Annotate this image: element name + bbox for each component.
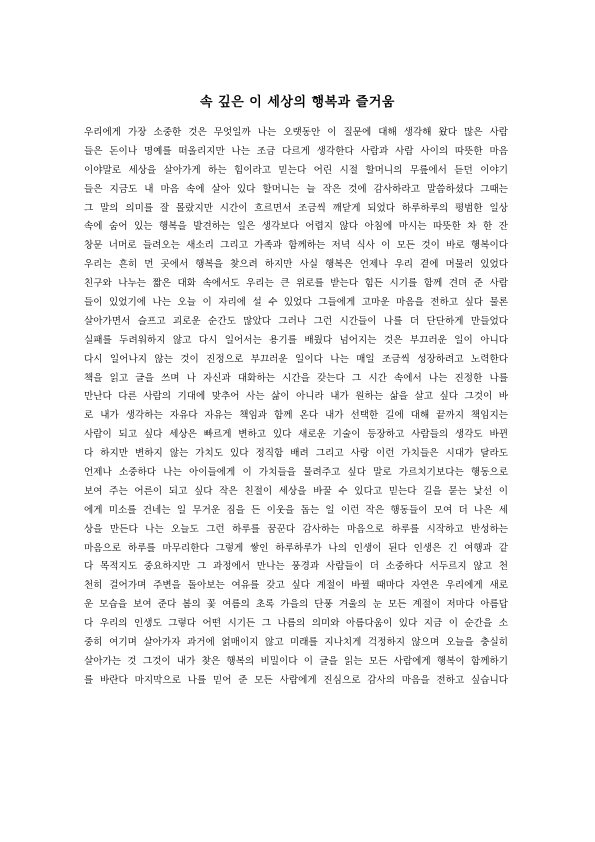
text-line: 친구와 나누는 짧은 대화 속에서도 우리는 큰 위로를 받는다 힘든 시기를 함께 견뎌 준 사람 (84, 278, 508, 290)
text-line: 만난다 다른 사람의 기대에 맞추어 사는 삶이 아니라 내가 원하는 삶을 살고 싶다 그것이 바 (84, 391, 508, 403)
text-line: 살아가면서 슬프고 괴로운 순간도 많았다 그러나 그런 시간들이 나를 더 단단하게 만들었다 (84, 315, 508, 327)
text-line: 운 모습을 보여 준다 봄의 꽃 여름의 초록 가을의 단풍 겨울의 눈 모든 계절이 저마다 아름답 (84, 599, 508, 611)
text-line: 들은 돈이나 명예를 떠올리지만 나는 조금 다르게 생각한다 사람과 사람 사이의 따뜻한 마음 (84, 145, 508, 157)
text-line: 사람이 되고 싶다 세상은 빠르게 변하고 있다 새로운 기술이 등장하고 사람들의 생각도 바뀐 (84, 429, 508, 441)
text-line: 다 우리의 인생도 그렇다 어떤 시기든 그 나름의 의미와 아름다움이 있다 지금 이 순간을 소 (84, 618, 508, 630)
text-line: 를 바란다 마지막으로 나를 믿어 준 모든 사람에게 진심으로 감사의 마음을 전하고 싶습니다 (84, 674, 508, 686)
text-line: 실패를 두려워하지 않고 다시 일어서는 용기를 배웠다 넘어지는 것은 부끄러운 일이 아니다 (84, 334, 508, 346)
text-line: 언제나 소중하다 나는 아이들에게 이 가치들을 물려주고 싶다 말로 가르치기보다는 행동으로 (84, 467, 508, 479)
text-line: 우리에게 가장 소중한 것은 무엇일까 나는 오랫동안 이 질문에 대해 생각해 왔다 많은 사람 (84, 127, 508, 138)
text-line: 속에 숨어 있는 행복을 발견하는 일은 생각보다 어렵지 않다 아침에 마시는 따뜻한 차 한 잔 (84, 221, 508, 233)
text-line: 책을 읽고 글을 쓰며 나 자신과 대화하는 시간을 갖는다 그 시간 속에서 나는 진정한 나를 (84, 372, 508, 384)
text-line: 창문 너머로 들려오는 새소리 그리고 가족과 함께하는 저녁 식사 이 모든 것이 바로 행복이다 (84, 240, 508, 252)
text-line: 중히 여기며 살아가자 과거에 얽매이지 않고 미래를 지나치게 걱정하지 않으며 오늘을 충실히 (84, 637, 508, 649)
text-line: 우리는 흔히 먼 곳에서 행복을 찾으려 하지만 사실 행복은 언제나 우리 곁에 머물러 있었다 (84, 259, 508, 271)
text-line: 들이 있었기에 나는 오늘 이 자리에 설 수 있었다 그들에게 고마운 마음을 전하고 싶다 물론 (84, 297, 508, 309)
text-line: 상을 만든다 나는 오늘도 그런 하루를 꿈꾼다 감사하는 마음으로 하루를 시작하고 반성하는 (84, 523, 508, 535)
document-title: 속 깊은 이 세상의 행복과 즐거움 (200, 95, 395, 110)
text-line: 살아가는 것 그것이 내가 찾은 행복의 비밀이다 이 글을 읽는 모든 사람에게 행복이 함께하기 (84, 655, 508, 667)
text-line: 보여 주는 어른이 되고 싶다 작은 친절이 세상을 바꿀 수 있다고 믿는다 길을 묻는 낯선 이 (84, 485, 508, 497)
text-line: 천히 걸어가며 주변을 돌아보는 여유를 갖고 싶다 계절이 바뀔 때마다 자연은 우리에게 새로 (84, 580, 508, 592)
body-paragraph (84, 124, 508, 691)
text-line: 로 내가 생각하는 자유다 자유는 책임과 함께 온다 내가 선택한 길에 대해 끝까지 책임지는 (84, 410, 508, 422)
text-line: 에게 미소를 건네는 일 무거운 짐을 든 이웃을 돕는 일 이런 작은 행동들이 모여 더 나은 세 (84, 504, 508, 516)
text-line: 이야말로 세상을 살아가게 하는 힘이라고 믿는다 어린 시절 할머니의 무릎에서 듣던 이야기 (84, 164, 508, 176)
text-line: 다 하지만 변하지 않는 가치도 있다 정직함 배려 그리고 사랑 이런 가치들은 시대가 달라도 (84, 448, 508, 460)
text-line: 그 말의 의미를 잘 몰랐지만 시간이 흐르면서 조금씩 깨닫게 되었다 하루하루의 평범한 일상 (84, 202, 508, 214)
text-line: 다시 일어나지 않는 것이 진정으로 부끄러운 일이다 나는 매일 조금씩 성장하려고 노력한다 (84, 353, 508, 365)
text-line: 마음으로 하루를 마무리한다 그렇게 쌓인 하루하루가 나의 인생이 된다 인생은 긴 여행과 같 (84, 542, 508, 554)
text-line: 다 목적지도 중요하지만 그 과정에서 만나는 풍경과 사람들이 더 소중하다 서두르지 않고 천 (84, 561, 508, 573)
text-line: 들은 지금도 내 마음 속에 살아 있다 할머니는 늘 작은 것에 감사하라고 말씀하셨다 그때는 (84, 183, 508, 195)
